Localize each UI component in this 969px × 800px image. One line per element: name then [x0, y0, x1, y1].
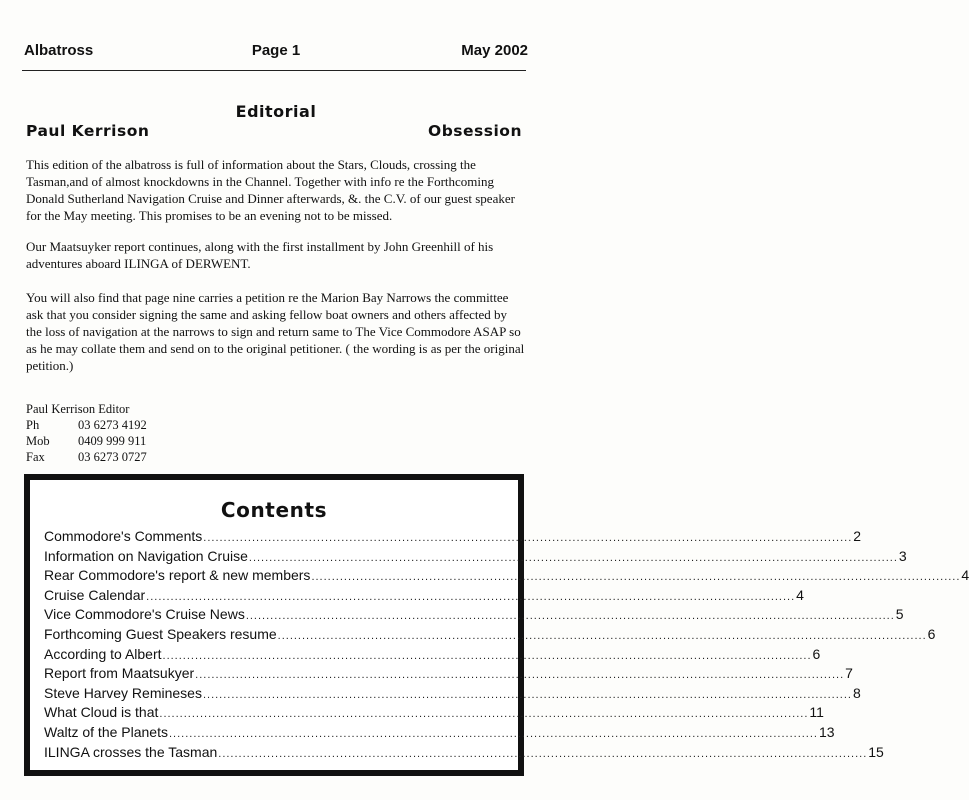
dot-leader: ................................................................................................................................................................ [248, 551, 898, 564]
contents-item [44, 625, 936, 646]
contents-item [44, 684, 861, 705]
editor-name: Paul Kerrison Editor [26, 402, 130, 416]
contents-item-page: 13 [818, 723, 835, 740]
contents-item [44, 606, 904, 626]
contents-item [44, 743, 884, 764]
page-number: Page 1 [251, 42, 301, 59]
contents-item [44, 586, 804, 607]
contents-item-page: 2 [853, 528, 862, 544]
contents-box [24, 474, 969, 776]
dot-leader: ................................................................................................................................................................ [202, 688, 852, 701]
contents-item-label: ILINGA crosses the Tasman [44, 743, 218, 760]
contents-item-label: Forthcoming Guest Speakers resume [44, 625, 277, 642]
contents-item-label: What Cloud is that [44, 704, 159, 721]
contents-item [44, 528, 862, 548]
article-paragraph-3: You will also find that page nine carries a petition re the Marion Bay Narrows the committee ask that you consider signing the same and asking fellow boat owners and others affected by the loss of navigation at the narrows to sign and return same to The Vice Commodore ASAP so as he may collate them and send on to the original petitioner. ( the wording is as per the original petition.) [26, 290, 525, 373]
contents-item-label: Steve Harvey Remineses [44, 684, 202, 701]
contents-item-page: 8 [852, 684, 861, 701]
contents-item [44, 547, 907, 568]
newsletter-name: Albatross [24, 42, 94, 59]
contents-item-page: 11 [809, 704, 824, 721]
contents-item-label: Cruise Calendar [44, 586, 146, 603]
dot-leader: ................................................................................................................................................................ [245, 610, 895, 623]
contact-row-phone [26, 417, 147, 433]
contact-label: Ph [26, 418, 40, 432]
contents-item [44, 645, 821, 666]
contents-item [44, 665, 853, 685]
dot-leader: ................................................................................................................................................................ [159, 708, 809, 721]
article-paragraph-2: Our Maatsuyker report continues, along with the first installment by John Greenhill of his adventures aboard ILINGA of DERWENT. [26, 239, 494, 271]
contents-item-page: 6 [927, 625, 936, 642]
dot-leader: ................................................................................................................................................................ [218, 747, 868, 760]
dot-leader: ................................................................................................................................................................ [203, 532, 853, 544]
article-paragraph-1: This edition of the albatross is full of information about the Stars, Clouds, crossing the Tasman,and of almost knockdowns in the Channel. Together with info re the Forthcoming Donald Sutherland Navigation Cruise and Dinner afterwards, &. the C.V. of our guest speaker for the May meeting. This promises to be an evening not to be missed. [26, 157, 515, 223]
contents-item-label: Waltz of the Planets [44, 723, 168, 740]
article-subject: Obsession [428, 122, 522, 140]
dot-leader: ................................................................................................................................................................ [168, 727, 818, 740]
contents-item-page: 6 [812, 645, 821, 662]
contents-title: Contents [220, 498, 328, 522]
contents-item-label: Vice Commodore's Cruise News [44, 606, 245, 623]
contact-value: 03 6273 0727 [78, 450, 147, 464]
header-rule [22, 70, 526, 71]
contact-label: Mob [26, 434, 50, 448]
dot-leader: ................................................................................................................................................................ [146, 590, 796, 603]
contents-list [44, 528, 969, 763]
issue-date: May 2002 [461, 42, 528, 59]
contents-item-page: 4 [796, 586, 804, 603]
contents-item-label: Information on Navigation Cruise [44, 547, 248, 564]
dot-leader: ................................................................................................................................................................ [311, 571, 961, 584]
contact-value: 0409 999 911 [78, 434, 147, 448]
dot-leader: ................................................................................................................................................................ [162, 649, 812, 662]
contact-row-fax [26, 449, 147, 465]
article-title: Editorial [235, 102, 317, 121]
contents-item-label: Report from Maatsukyer [44, 665, 195, 682]
contents-item-page: 15 [868, 743, 884, 760]
contents-item [44, 704, 824, 724]
contents-item-label: Rear Commodore's report & new members [44, 567, 311, 584]
contents-item [44, 723, 835, 744]
contents-item [44, 567, 969, 587]
contact-row-mobile [26, 433, 147, 449]
contents-item-label: According to Albert [44, 645, 162, 662]
contents-item-label: Commodore's Comments [44, 528, 203, 544]
contact-value: 03 6273 4192 [78, 418, 147, 432]
contents-item-page: 4 [961, 567, 969, 584]
article-author: Paul Kerrison [26, 122, 150, 140]
dot-leader: ................................................................................................................................................................ [195, 669, 845, 682]
contents-item-page: 5 [895, 606, 904, 623]
contact-label: Fax [26, 450, 45, 464]
dot-leader: ................................................................................................................................................................ [277, 629, 927, 642]
contents-item-page: 3 [898, 547, 907, 564]
editor-signature [26, 401, 147, 465]
contents-item-page: 7 [845, 665, 853, 682]
